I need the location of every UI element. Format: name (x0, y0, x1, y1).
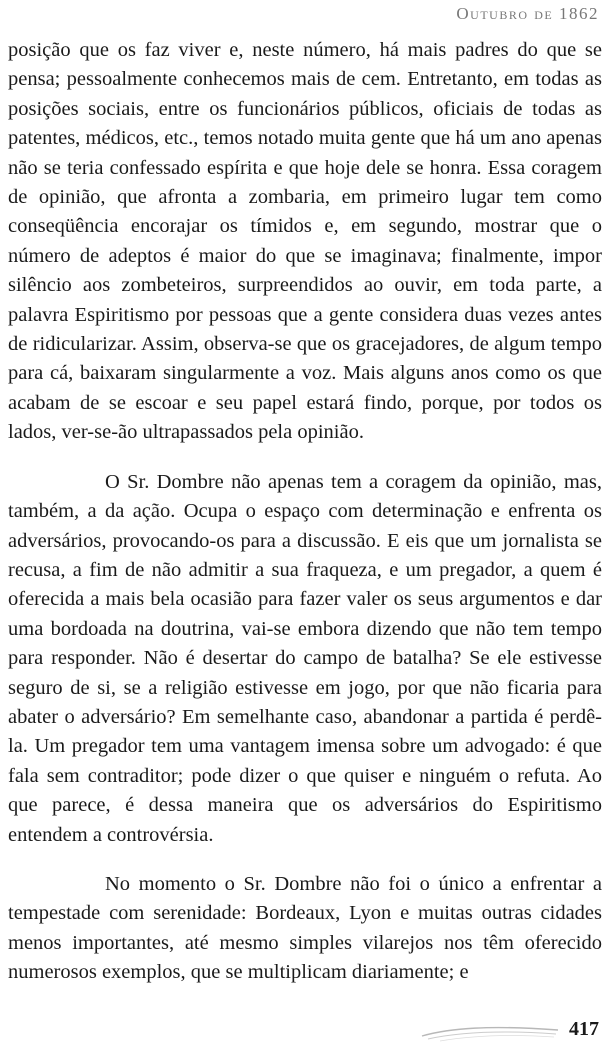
paragraph-2: O Sr. Dombre não apenas tem a coragem da opinião, mas, também, a da ação. Ocupa o espaço com determinação e enfrenta os adversários, provocando-os para a discussão. E eis que um jornalista se recusa, a fim de não admitir a sua fraqueza, e um pregador, a quem é oferecida a mais bela ocasião para fazer valer os seus argumentos e dar uma bordoada na doutrina, vai-se embora dizendo que não tem tempo para responder. Não é desertar do campo de batalha? Se ele estivesse seguro de si, se a religião estivesse em jogo, por que não ficaria para abater o adversário? Em semelhante caso, abandonar a partida é perdê-la. Um pregador tem uma vantagem imensa sobre um advogado: é que fala sem contraditor; pode dizer o que quiser e ninguém o refuta. Ao que parece, é dessa maneira que os adversários do Espiritismo entendem a controvérsia. (8, 470, 602, 846)
swoosh-ornament-icon (420, 1019, 560, 1043)
running-header: Outubro de 1862 (456, 4, 599, 23)
paragraph-3: No momento o Sr. Dombre não foi o único a enfrentar a tempestade com serenidade: Bordeaux, Lyon e muitas outras cidades menos importantes, até mesmo simples vilarejos nos têm oferecido numerosos exemplos, que se multiplicam diariamente; e (8, 872, 602, 984)
page-body (8, 36, 602, 988)
paragraph-1: posição que os faz viver e, neste número, há mais padres do que se pensa; pessoalmente conhecemos mais de cem. Entretanto, em todas as posições sociais, entre os funcionários públicos, oficiais de todas as patentes, médicos, etc., temos notado muita gente que há um ano apenas não se teria confessado espírita e que hoje dele se honra. Essa coragem de opinião, que afronta a zombaria, em primeiro lugar tem como conseqüência encorajar os tímidos e, em segundo, mostrar que o número de adeptos é maior do que se imaginava; finalmente, impor silêncio aos zombeteiros, surpreendidos ao ouvir, em toda parte, a palavra Espiritismo por pessoas que a gente considera duas vezes antes de ridicularizar. Assim, observa-se que os gracejadores, de algum tempo para cá, baixaram singularmente a voz. Mais alguns anos como os que acabam de se escoar e seu papel estará findo, porque, por todos os lados, ver-se-ão ultrapassados pela opinião. (8, 39, 602, 444)
page-number: 417 (569, 1018, 599, 1040)
